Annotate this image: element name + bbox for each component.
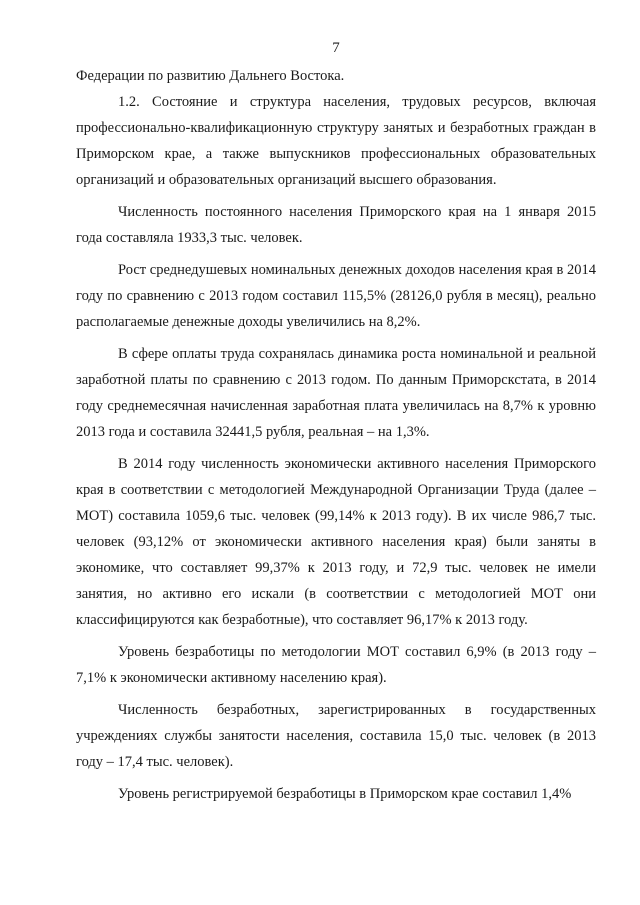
paragraph-registered-unemployment-rate: Уровень регистрируемой безработицы в Приморском крае составил 1,4% — [118, 786, 572, 802]
page-number: 7 — [332, 40, 340, 56]
paragraph-continuation: Федерации по развитию Дальнего Востока. — [76, 68, 345, 84]
section-heading-1-2: 1.2. Состояние и структура населения, трудовых ресурсов, включая профессионально-квалификационную структуру занятых и безработных граждан в Приморском крае, а также выпускников профессиональных образовательных организаций и образовательных организаций высшего образования. — [76, 94, 596, 188]
paragraph-population: Численность постоянного населения Приморского края на 1 января 2015 года составляла 1933,3 тыс. человек. — [76, 204, 596, 246]
document-body — [76, 63, 596, 807]
document-page — [76, 0, 596, 905]
paragraph-registered-unemployed: Численность безработных, зарегистрированных в государственных учреждениях службы занятости населения, составила 15,0 тыс. человек (в 2013 году – 17,4 тыс. человек). — [76, 702, 596, 770]
paragraph-unemployment-rate: Уровень безработицы по методологии МОТ составил 6,9% (в 2013 году – 7,1% к экономически активному населению края). — [76, 644, 596, 686]
paragraph-income: Рост среднедушевых номинальных денежных доходов населения края в 2014 году по сравнению с 2013 годом составил 115,5% (28126,0 рубля в месяц), реально располагаемые денежные доходы увеличились на 8,2%. — [76, 262, 596, 330]
paragraph-wages: В сфере оплаты труда сохранялась динамика роста номинальной и реальной заработной платы по сравнению с 2013 годом. По данным Приморскстата, в 2014 году среднемесячная начисленная заработная плата увеличилась на 8,7% к уровню 2013 года и составила 32441,5 рубля, реальная – на 1,3%. — [76, 346, 596, 440]
paragraph-labor-force: В 2014 году численность экономически активного населения Приморского края в соответствии с методологией Международной Организации Труда (далее – МОТ) составила 1059,6 тыс. человек (99,14% к 2013 году). В их числе 986,7 тыс. человек (93,12% от экономически активного населения края) были заняты в экономике, что составляет 99,37% к 2013 году, и 72,9 тыс. человек не имели занятия, но активно его искали (в соответствии с методологией МОТ они классифицируются как безработные), что составляет 96,17% к 2013 году. — [76, 456, 596, 628]
